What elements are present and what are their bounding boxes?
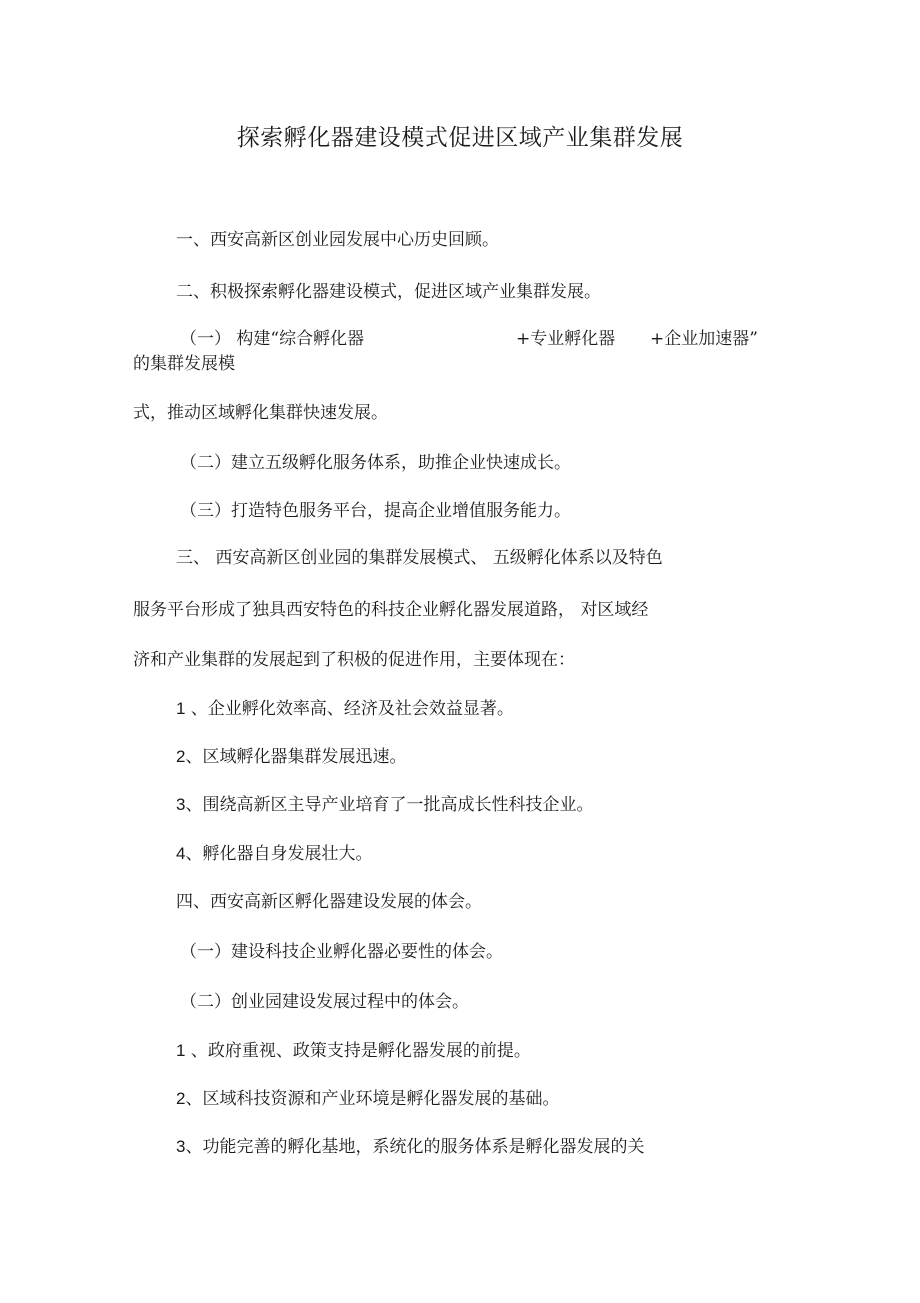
list-item-number: 2 [176,747,186,766]
list-item-number: 1 [176,1041,186,1060]
section-2-heading: 二、积极探索孵化器建设模式，促进区域产业集群发展。 [176,282,601,302]
section-1-heading: 一、西安高新区创业园发展中心历史回顾。 [176,230,499,250]
list-item-3-3 [176,793,593,817]
list-item-number: 1 [176,699,186,718]
section-3-line2: 服务平台形成了独具西安特色的科技企业孵化器发展道路， 对区域经 [133,600,649,620]
subsection-2-1-part3: +企业加速器” [650,329,758,349]
section-3-line3: 济和产业集群的发展起到了积极的促进作用，主要体现在： [133,650,575,670]
subsection-2-1-part1: （一） 构建“综合孵化器 [180,329,365,349]
list-item-text: 、企业孵化效率高、经济及社会效益显著。 [190,699,514,719]
list-item-text: 、政府重视、政策支持是孵化器发展的前提。 [190,1041,531,1061]
list-item-3-2 [176,745,406,769]
list-item-text: 、围绕高新区主导产业培育了一批高成长性科技企业。 [185,795,594,815]
subsection-2-1-line2: 的集群发展模 [133,354,235,374]
list-item-text: 、功能完善的孵化基地，系统化的服务体系是孵化器发展的关 [185,1137,645,1157]
list-item-text: 、孵化器自身发展壮大。 [185,844,373,864]
list-item-3-4 [176,842,372,866]
list-item-4-3 [176,1135,644,1159]
subsection-2-1-part2: +专业孵化器 [516,329,616,349]
section-3-line1: 三、 西安高新区创业园的集群发展模式、 五级孵化体系以及特色 [176,548,663,568]
list-item-number: 4 [176,844,186,863]
subsection-2-1-line3: 式，推动区域孵化集群快速发展。 [133,403,388,423]
subsection-2-2: （二）建立五级孵化服务体系，助推企业快速成长。 [180,453,571,473]
list-item-text: 、区域孵化器集群发展迅速。 [185,747,407,767]
list-item-number: 3 [176,795,186,814]
list-item-4-2 [176,1087,559,1111]
list-item-3-1 [176,697,514,721]
list-item-number: 3 [176,1137,186,1156]
list-item-text: 、区域科技资源和产业环境是孵化器发展的基础。 [185,1089,560,1109]
subsection-2-3: （三）打造特色服务平台，提高企业增值服务能力。 [180,501,571,521]
subsection-4-2: （二）创业园建设发展过程中的体会。 [180,992,469,1012]
list-item-4-1 [176,1039,531,1063]
section-4-heading: 四、西安高新区孵化器建设发展的体会。 [176,892,482,912]
subsection-4-1: （一）建设科技企业孵化器必要性的体会。 [180,942,503,962]
subsection-2-1-line1 [0,327,920,351]
list-item-number: 2 [176,1089,186,1108]
document-title: 探索孵化器建设模式促进区域产业集群发展 [236,125,684,151]
